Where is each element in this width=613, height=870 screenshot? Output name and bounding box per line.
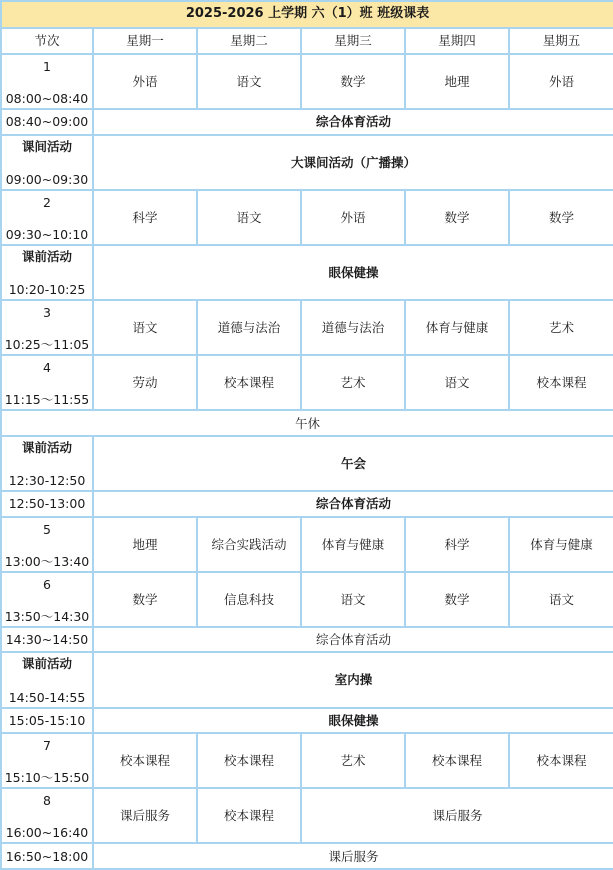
timetable-row xyxy=(1,135,613,190)
timetable-title: 2025-2026 上学期 六（1）班 班级课表 xyxy=(1,1,613,28)
timetable-row xyxy=(1,843,613,869)
subject-cell: 校本课程 xyxy=(93,733,197,788)
subject-cell: 语文 xyxy=(301,572,405,627)
period-number: 8 xyxy=(43,793,51,809)
timetable-row xyxy=(1,627,613,653)
activity-time: 09:00~09:30 xyxy=(5,171,89,187)
period-cell xyxy=(1,355,93,410)
subject-cell: 体育与健康 xyxy=(301,517,405,572)
timetable-row xyxy=(1,733,613,788)
period-number: 4 xyxy=(43,360,51,376)
timetable-row xyxy=(1,190,613,245)
subject-cell: 语文 xyxy=(509,572,613,627)
subject-cell: 数学 xyxy=(509,190,613,245)
period-cell xyxy=(1,190,93,245)
header-weekday: 星期四 xyxy=(405,28,509,55)
activity-cell: 室内操 xyxy=(93,652,613,707)
subject-cell: 地理 xyxy=(93,517,197,572)
activity-cell: 综合体育活动 xyxy=(93,491,613,517)
activity-period-cell xyxy=(1,652,93,707)
period-number: 7 xyxy=(43,738,51,754)
subject-cell: 校本课程 xyxy=(197,355,301,410)
timetable-row xyxy=(1,436,613,491)
subject-cell: 艺术 xyxy=(301,355,405,410)
period-number: 1 xyxy=(43,59,51,75)
header-weekday: 星期五 xyxy=(509,28,613,55)
subject-cell: 科学 xyxy=(405,517,509,572)
timetable-row xyxy=(1,517,613,572)
activity-time: 14:50-14:55 xyxy=(8,689,86,705)
subject-cell: 校本课程 xyxy=(405,733,509,788)
period-cell xyxy=(1,54,93,109)
period-cell xyxy=(1,788,93,843)
subject-cell: 信息科技 xyxy=(197,572,301,627)
subject-cell: 校本课程 xyxy=(509,733,613,788)
activity-period-cell xyxy=(1,245,93,300)
activity-label: 课间活动 xyxy=(21,138,72,154)
subject-cell: 校本课程 xyxy=(509,355,613,410)
header-row xyxy=(1,28,613,55)
timetable-row xyxy=(1,788,613,843)
subject-cell: 数学 xyxy=(301,54,405,109)
header-weekday: 星期二 xyxy=(197,28,301,55)
period-number: 2 xyxy=(43,194,51,210)
subject-cell: 课后服务 xyxy=(93,788,197,843)
subject-cell: 语文 xyxy=(93,300,197,355)
period-time: 13:50～14:30 xyxy=(4,608,90,624)
activity-cell: 午会 xyxy=(93,436,613,491)
timetable-row xyxy=(1,708,613,734)
period-time: 15:10～15:50 xyxy=(4,770,90,786)
subject-cell-merged: 课后服务 xyxy=(301,788,613,843)
header-period: 节次 xyxy=(1,28,93,55)
period-time: 13:00～13:40 xyxy=(4,553,90,569)
subject-cell: 劳动 xyxy=(93,355,197,410)
subject-cell: 地理 xyxy=(405,54,509,109)
timetable-row xyxy=(1,410,613,436)
subject-cell: 校本课程 xyxy=(197,733,301,788)
period-time-cell: 16:50~18:00 xyxy=(1,843,93,869)
period-time: 08:00~08:40 xyxy=(5,91,89,107)
timetable-row xyxy=(1,54,613,109)
subject-cell: 艺术 xyxy=(301,733,405,788)
period-time: 10:25～11:05 xyxy=(4,337,90,353)
subject-cell: 校本课程 xyxy=(197,788,301,843)
period-time: 16:00~16:40 xyxy=(5,825,89,841)
header-weekday: 星期三 xyxy=(301,28,405,55)
timetable-row xyxy=(1,300,613,355)
activity-label: 课前活动 xyxy=(21,439,72,455)
title-row xyxy=(1,1,613,28)
activity-cell: 综合体育活动 xyxy=(93,109,613,135)
timetable-row xyxy=(1,652,613,707)
activity-label: 课前活动 xyxy=(21,656,72,672)
subject-cell: 数学 xyxy=(405,190,509,245)
header-weekday: 星期一 xyxy=(93,28,197,55)
subject-cell: 数学 xyxy=(405,572,509,627)
timetable-row xyxy=(1,491,613,517)
subject-cell: 综合实践活动 xyxy=(197,517,301,572)
activity-cell: 综合体育活动 xyxy=(93,627,613,653)
activity-cell: 眼保健操 xyxy=(93,708,613,734)
activity-cell: 眼保健操 xyxy=(93,245,613,300)
subject-cell: 体育与健康 xyxy=(405,300,509,355)
break-cell: 午休 xyxy=(1,410,613,436)
activity-cell: 课后服务 xyxy=(93,843,613,869)
activity-label: 课前活动 xyxy=(21,249,72,265)
subject-cell: 科学 xyxy=(93,190,197,245)
period-cell xyxy=(1,733,93,788)
subject-cell: 艺术 xyxy=(509,300,613,355)
subject-cell: 语文 xyxy=(197,190,301,245)
subject-cell: 外语 xyxy=(509,54,613,109)
subject-cell: 道德与法治 xyxy=(301,300,405,355)
activity-time: 12:30-12:50 xyxy=(8,473,86,489)
subject-cell: 道德与法治 xyxy=(197,300,301,355)
period-time-cell: 08:40~09:00 xyxy=(1,109,93,135)
activity-time: 10:20-10:25 xyxy=(8,282,86,298)
subject-cell: 外语 xyxy=(301,190,405,245)
subject-cell: 语文 xyxy=(197,54,301,109)
period-cell xyxy=(1,300,93,355)
activity-period-cell xyxy=(1,436,93,491)
period-time-cell: 14:30~14:50 xyxy=(1,627,93,653)
subject-cell: 体育与健康 xyxy=(509,517,613,572)
timetable-row xyxy=(1,572,613,627)
subject-cell: 数学 xyxy=(93,572,197,627)
timetable-row xyxy=(1,245,613,300)
period-time-cell: 15:05-15:10 xyxy=(1,708,93,734)
period-time-cell: 12:50-13:00 xyxy=(1,491,93,517)
period-cell xyxy=(1,517,93,572)
timetable-row xyxy=(1,109,613,135)
activity-cell: 大课间活动（广播操） xyxy=(93,135,613,190)
period-cell xyxy=(1,572,93,627)
period-time: 11:15～11:55 xyxy=(4,392,90,408)
activity-period-cell xyxy=(1,135,93,190)
period-time: 09:30~10:10 xyxy=(5,227,89,243)
timetable-row xyxy=(1,355,613,410)
subject-cell: 外语 xyxy=(93,54,197,109)
period-number: 6 xyxy=(43,576,51,592)
period-number: 5 xyxy=(43,521,51,537)
subject-cell: 语文 xyxy=(405,355,509,410)
period-number: 3 xyxy=(43,305,51,321)
